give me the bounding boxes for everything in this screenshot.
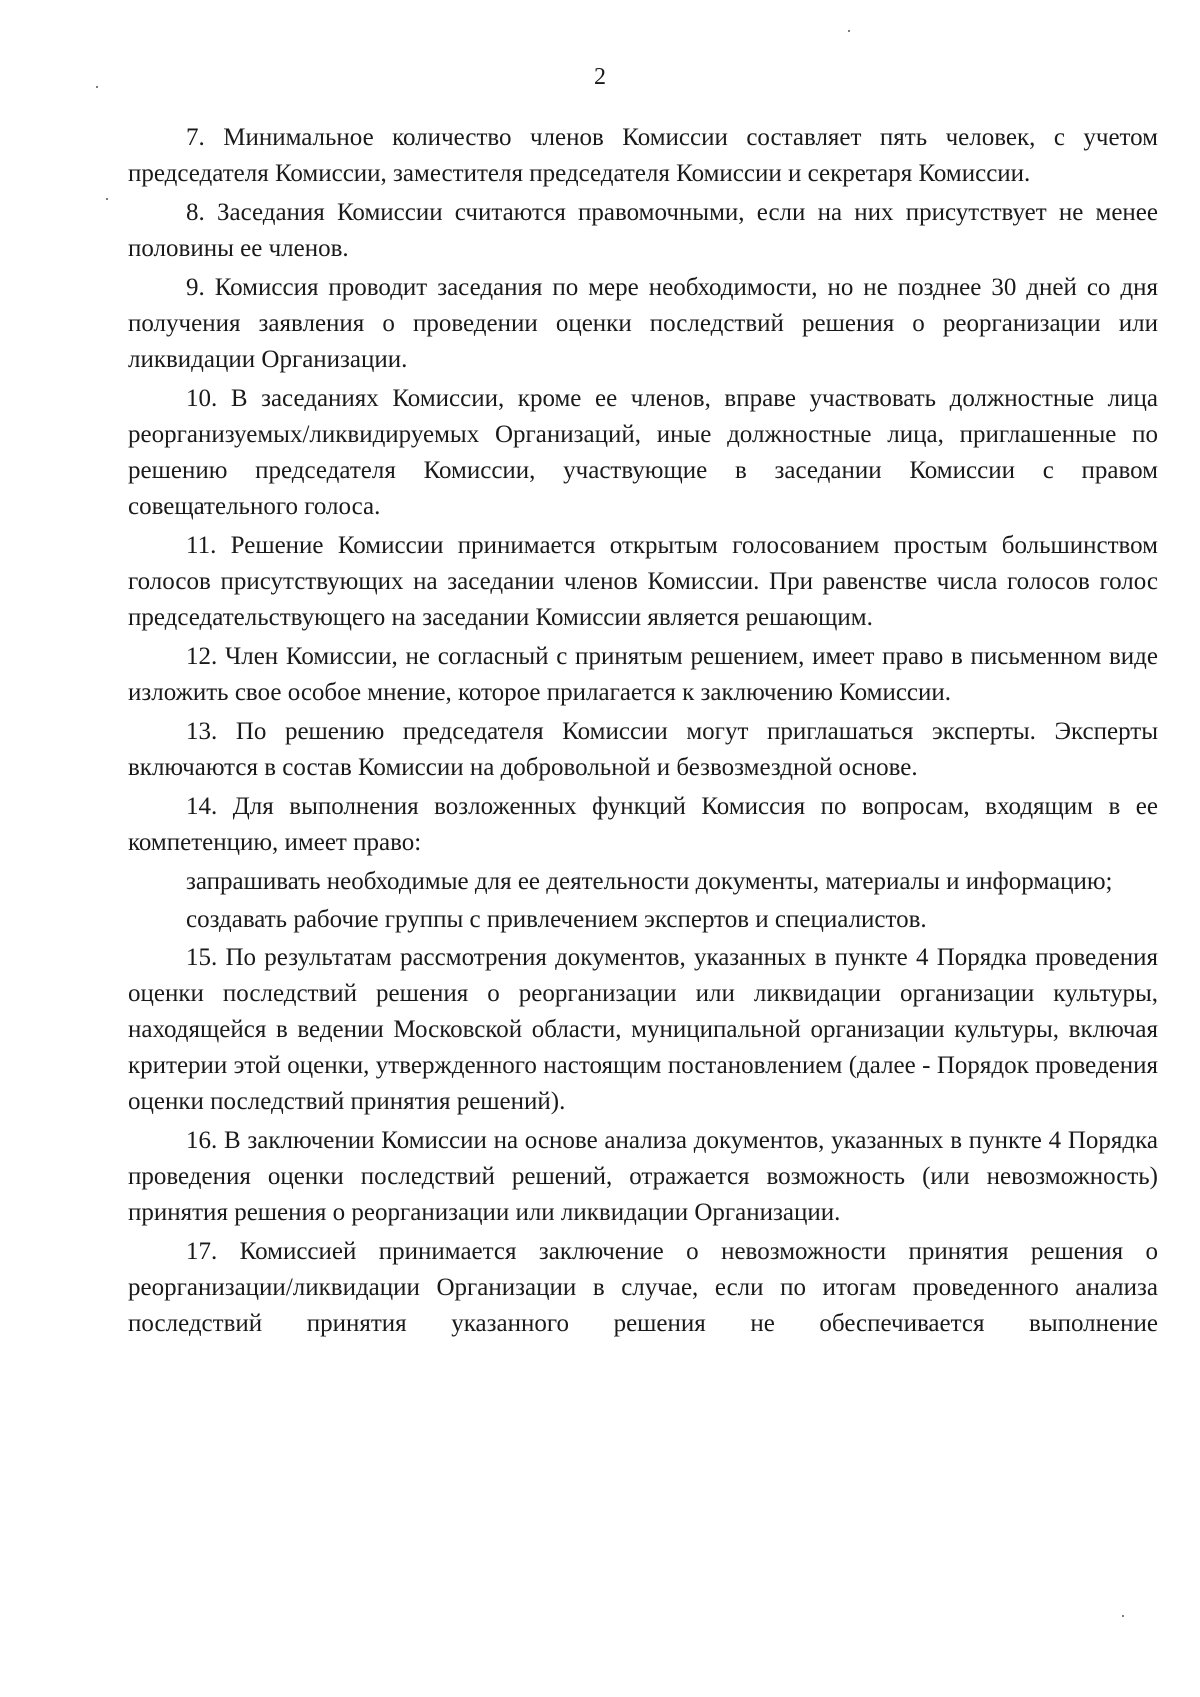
paragraph-16: 16. В заключении Комиссии на основе анализа документов, указанных в пункте 4 Порядка проведения оценки последствий решений, отражается возможность (или невозможность) принятия решения о реорганизации или ликвидации Организации.: [128, 1127, 1158, 1226]
scan-speck: [106, 198, 108, 200]
paragraph-11: 11. Решение Комиссии принимается открытым голосованием простым большинством голосов присутствующих на заседании членов Комиссии. При равенстве числа голосов голос председательствующего на заседании Комиссии является решающим.: [128, 532, 1158, 631]
scan-speck: [1122, 1615, 1124, 1617]
scan-speck: [96, 86, 98, 88]
paragraph-14-item-1: запрашивать необходимые для ее деятельности документы, материалы и информацию;: [186, 868, 1113, 895]
paragraph-12: 12. Член Комиссии, не согласный с принятым решением, имеет право в письменном виде изложить свое особое мнение, которое прилагается к заключению Комиссии.: [128, 643, 1158, 706]
scan-speck: [848, 30, 850, 32]
paragraph-17: 17. Комиссией принимается заключение о невозможности принятия решения о реорганизации/ликвидации Организации в случае, если по итогам проведенного анализа последствий принятия указанного решения не обеспечивается выполнение: [128, 1238, 1158, 1337]
document-body: [128, 120, 1158, 1345]
paragraph-13: 13. По решению председателя Комиссии могут приглашаться эксперты. Эксперты включаются в состав Комиссии на добровольной и безвозмездной основе.: [128, 718, 1158, 781]
paragraph-10: 10. В заседаниях Комиссии, кроме ее членов, вправе участвовать должностные лица реорганизуемых/ликвидируемых Организаций, иные должностные лица, приглашенные по решению председателя Комиссии, участвующие в заседании Комиссии с правом совещательного голоса.: [128, 385, 1158, 520]
paragraph-7: 7. Минимальное количество членов Комиссии составляет пять человек, с учетом председателя Комиссии, заместителя председателя Комиссии и секретаря Комиссии.: [128, 124, 1158, 187]
page-number: 2: [594, 64, 606, 90]
paragraph-14: 14. Для выполнения возложенных функций Комиссия по вопросам, входящим в ее компетенцию, имеет право:: [128, 793, 1158, 856]
paragraph-8: 8. Заседания Комиссии считаются правомочными, если на них присутствует не менее половины ее членов.: [128, 199, 1158, 262]
paragraph-14-item-2: создавать рабочие группы с привлечением экспертов и специалистов.: [186, 906, 927, 933]
paragraph-15: 15. По результатам рассмотрения документов, указанных в пункте 4 Порядка проведения оценки последствий решения о реорганизации или ликвидации организации культуры, находящейся в ведении Московской области, муниципальной организации культуры, включая критерии этой оценки, утвержденного настоящим постановлением (далее - Порядок проведения оценки последствий принятия решений).: [128, 944, 1158, 1115]
paragraph-9: 9. Комиссия проводит заседания по мере необходимости, но не позднее 30 дней со дня получения заявления о проведении оценки последствий решения о реорганизации или ликвидации Организации.: [128, 274, 1158, 373]
